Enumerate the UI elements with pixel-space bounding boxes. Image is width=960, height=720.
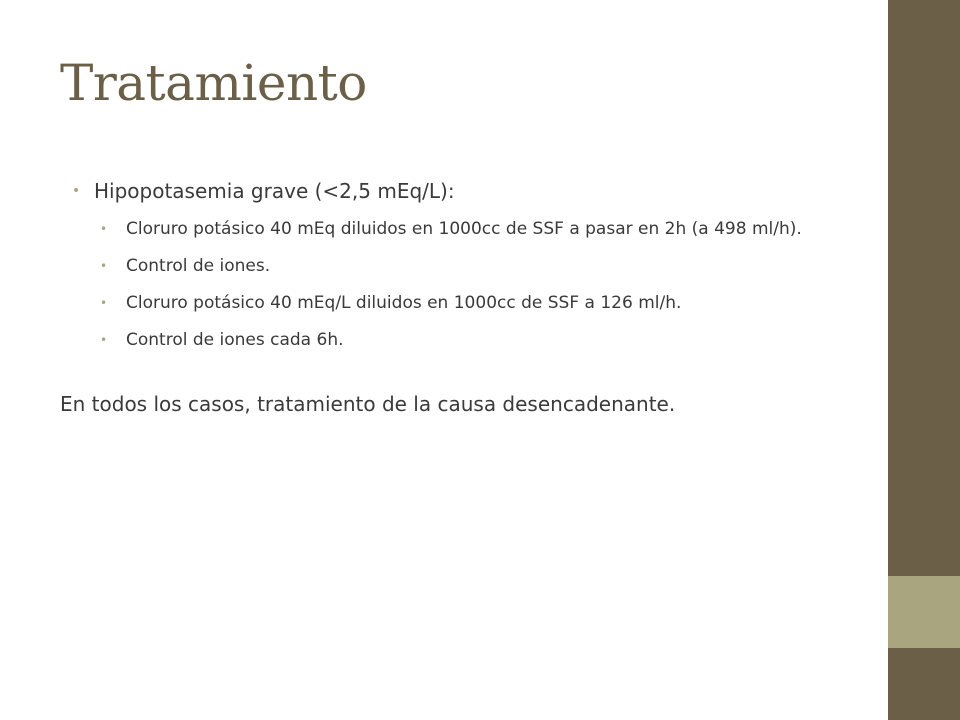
bullet-dot-icon: • xyxy=(100,259,108,273)
sidebar-dark-footer xyxy=(888,648,960,720)
slide-title: Tratamiento xyxy=(60,54,367,112)
bullet-level2 xyxy=(60,327,860,353)
bullet-level2 xyxy=(60,216,860,242)
bullet-dot-icon: • xyxy=(100,296,108,310)
bullet-level2-text: Cloruro potásico 40 mEq/L diluidos en 1000cc de SSF a 126 ml/h. xyxy=(126,293,682,313)
bullet-level2-text: Control de iones cada 6h. xyxy=(126,330,344,350)
bullet-level2 xyxy=(60,253,860,279)
bullet-level1 xyxy=(60,176,860,206)
bullet-level1-text: Hipopotasemia grave (<2,5 mEq/L): xyxy=(94,179,455,203)
bullet-dot-icon: • xyxy=(72,183,81,199)
bullet-level2-text: Control de iones. xyxy=(126,256,271,276)
bullet-dot-icon: • xyxy=(100,333,108,347)
bullet-level2 xyxy=(60,290,860,316)
bullet-level2-text: Cloruro potásico 40 mEq diluidos en 1000cc de SSF a pasar en 2h (a 498 ml/h). xyxy=(126,219,802,239)
sidebar-accent-block xyxy=(888,576,960,648)
conclusion-text: En todos los casos, tratamiento de la causa desencadenante. xyxy=(60,392,676,416)
sidebar-dark-band xyxy=(888,0,960,576)
bullet-dot-icon: • xyxy=(100,222,108,236)
slide-body xyxy=(60,176,860,419)
